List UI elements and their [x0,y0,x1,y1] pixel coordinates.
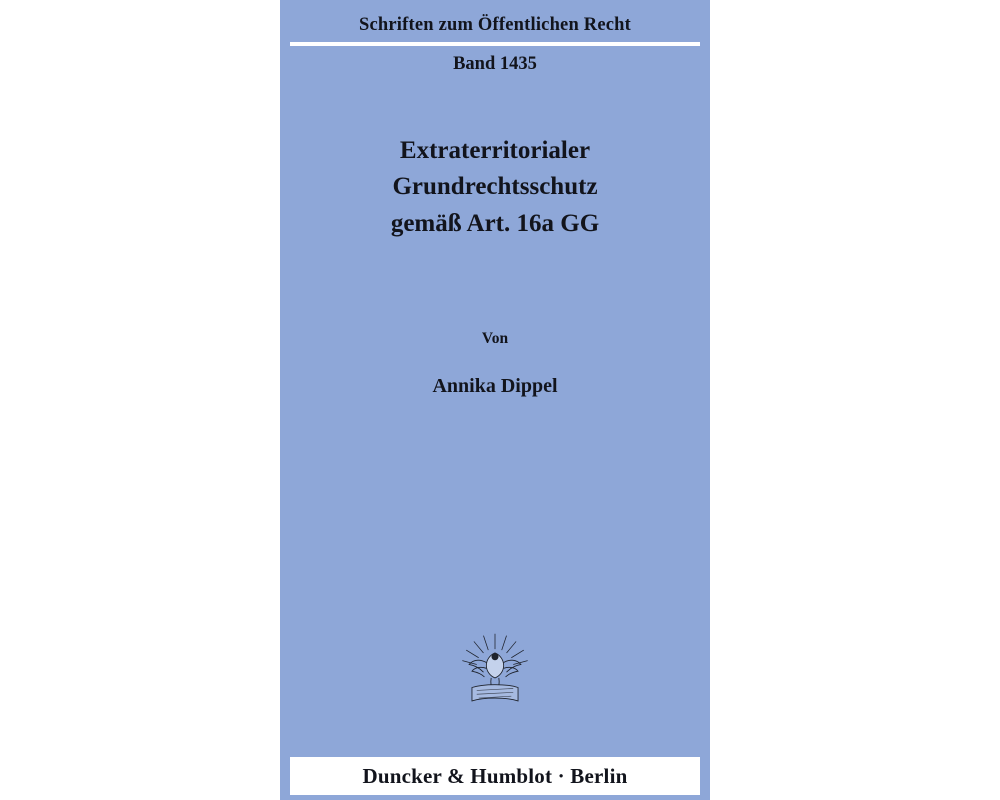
volume-number: Band 1435 [453,54,537,75]
series-title: Schriften zum Öffentlichen Recht [358,15,632,35]
book-cover [280,0,710,800]
page-title [295,133,695,242]
publisher-name: Duncker & Humblot · Berlin [362,763,628,788]
publisher-logo-icon [447,628,543,724]
publisher-bar [290,757,700,795]
author-prefix-label: Von [481,329,509,347]
publisher-logo-container [280,628,710,724]
author-name: Annika Dippel [432,374,558,397]
title-line-2: Grundrechtsschutz [392,173,598,201]
title-divider-rule [290,42,700,46]
title-line-3: gemäß Art. 16a GG [390,209,600,237]
title-line-1: Extraterritorialer [399,137,591,165]
